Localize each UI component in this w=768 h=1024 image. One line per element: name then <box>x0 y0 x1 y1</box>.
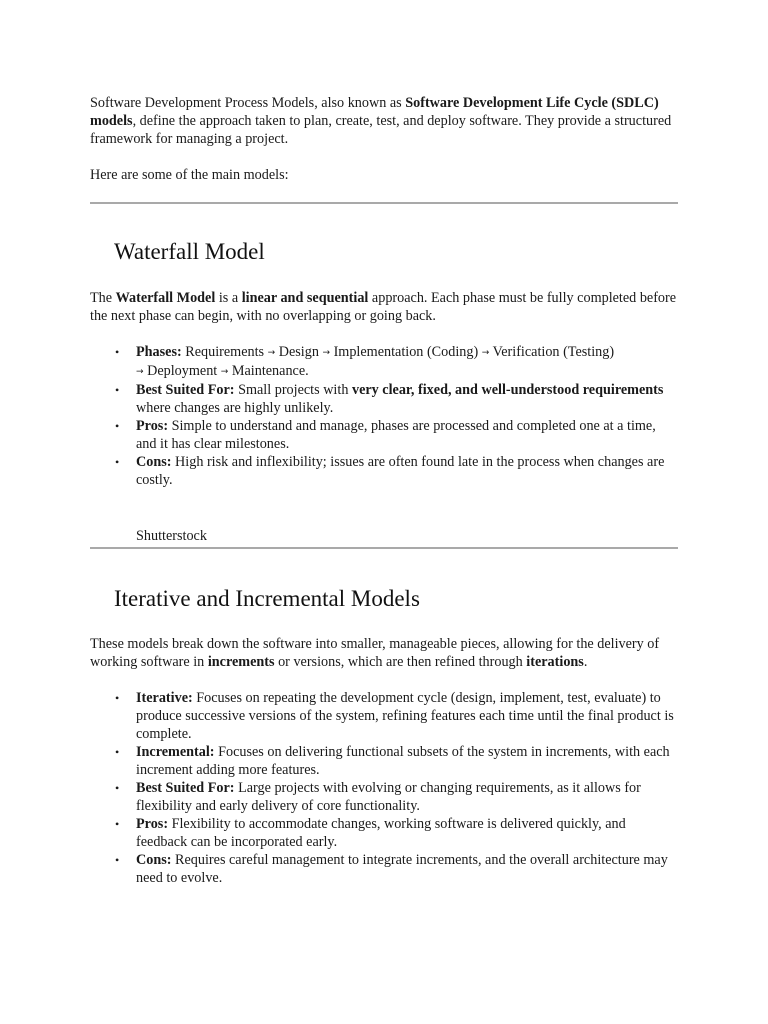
waterfall-text-b: is a <box>215 290 242 306</box>
phase-item: Deployment <box>147 363 218 379</box>
bullet-icon: • <box>115 419 120 433</box>
best-suited-text-a: Small projects with <box>234 382 352 398</box>
phases-label: Phases: <box>136 344 182 360</box>
list-item-phases <box>115 343 678 381</box>
arrow-right-icon: → <box>267 348 276 358</box>
bullet-icon: • <box>115 691 120 705</box>
waterfall-list <box>90 343 678 489</box>
item-text: Flexibility to accommodate changes, working software is delivered quickly, and feedback can be incorporated early. <box>136 816 626 850</box>
intro-text-a: Software Development Process Models, also known as <box>90 95 406 111</box>
phase-item: Maintenance. <box>231 363 309 379</box>
best-suited-text-b: where changes are highly unlikely. <box>136 400 334 416</box>
iterative-bold-increments: increments <box>207 654 275 670</box>
pros-text: Simple to understand and manage, phases are processed and completed one at a time, and it has clear milestones. <box>136 418 656 452</box>
intro-text-b: , define the approach taken to plan, create, test, and deploy software. They provide a structured framework for managing a project. <box>90 113 672 147</box>
item-label: Cons: <box>136 852 172 868</box>
intro-paragraph <box>90 94 678 148</box>
list-item <box>115 689 678 743</box>
list-item <box>115 815 678 851</box>
bullet-icon: • <box>115 345 120 359</box>
document-page <box>90 94 678 887</box>
list-item <box>115 779 678 815</box>
cons-text: High risk and inflexibility; issues are often found late in the process when changes are costly. <box>136 454 665 488</box>
intro-bold-term: Software Development Life Cycle (SDLC) models <box>90 95 659 129</box>
phase-item: Design <box>278 344 319 360</box>
bullet-icon: • <box>115 817 120 831</box>
bullet-icon: • <box>115 781 120 795</box>
section-divider <box>90 202 678 204</box>
list-item-best-suited <box>115 381 678 417</box>
arrow-right-icon: → <box>322 348 331 358</box>
waterfall-text-c: approach. Each phase must be fully completed before the next phase can begin, with no overlapping or going back. <box>90 290 677 324</box>
iterative-text-b: or versions, which are then refined through <box>274 654 527 670</box>
arrow-right-icon: → <box>220 367 229 377</box>
iterative-heading: Iterative and Incremental Models <box>114 586 420 611</box>
list-item-pros <box>115 417 678 453</box>
iterative-text-a: These models break down the software into smaller, manageable pieces, allowing for the delivery of working software in <box>90 636 660 670</box>
bullet-icon: • <box>115 383 120 397</box>
image-caption: Shutterstock <box>136 528 207 544</box>
waterfall-heading: Waterfall Model <box>114 239 265 264</box>
waterfall-bold-approach: linear and sequential <box>241 290 369 306</box>
cons-label: Cons: <box>136 454 172 470</box>
section-divider <box>90 547 678 549</box>
list-item <box>115 851 678 887</box>
list-item-cons <box>115 453 678 489</box>
waterfall-paragraph <box>90 289 678 325</box>
phase-item: Implementation (Coding) <box>333 344 479 360</box>
iterative-text-c: . <box>583 654 588 670</box>
iterative-paragraph <box>90 635 678 671</box>
phase-item: Verification (Testing) <box>492 344 615 360</box>
pros-label: Pros: <box>136 418 169 434</box>
item-text: Focuses on repeating the development cycle (design, implement, test, evaluate) to produce successive versions of the system, refining features each time until the final product is complete. <box>136 690 674 742</box>
arrow-right-icon: → <box>136 367 144 377</box>
best-suited-bold: very clear, fixed, and well-understood requirements <box>351 382 664 398</box>
item-text: Focuses on delivering functional subsets of the system in increments, with each increment adding more features. <box>136 744 670 778</box>
item-text: Requires careful management to integrate increments, and the overall architecture may need to evolve. <box>136 852 668 886</box>
iterative-list <box>90 689 678 887</box>
item-text: Large projects with evolving or changing requirements, as it allows for flexibility and early delivery of core functionality. <box>136 780 641 814</box>
waterfall-bold-name: Waterfall Model <box>115 290 216 306</box>
waterfall-text-a: The <box>90 290 116 306</box>
iterative-bold-iterations: iterations <box>526 654 584 670</box>
intro-lead-in: Here are some of the main models: <box>90 167 289 183</box>
list-item <box>115 743 678 779</box>
arrow-right-icon: → <box>481 348 490 358</box>
item-label: Incremental: <box>136 744 215 760</box>
bullet-icon: • <box>115 745 120 759</box>
bullet-icon: • <box>115 455 120 469</box>
best-suited-label: Best Suited For: <box>136 382 235 398</box>
bullet-icon: • <box>115 853 120 867</box>
phase-item: Requirements <box>185 344 265 360</box>
item-label: Best Suited For: <box>136 780 235 796</box>
item-label: Iterative: <box>136 690 193 706</box>
item-label: Pros: <box>136 816 169 832</box>
